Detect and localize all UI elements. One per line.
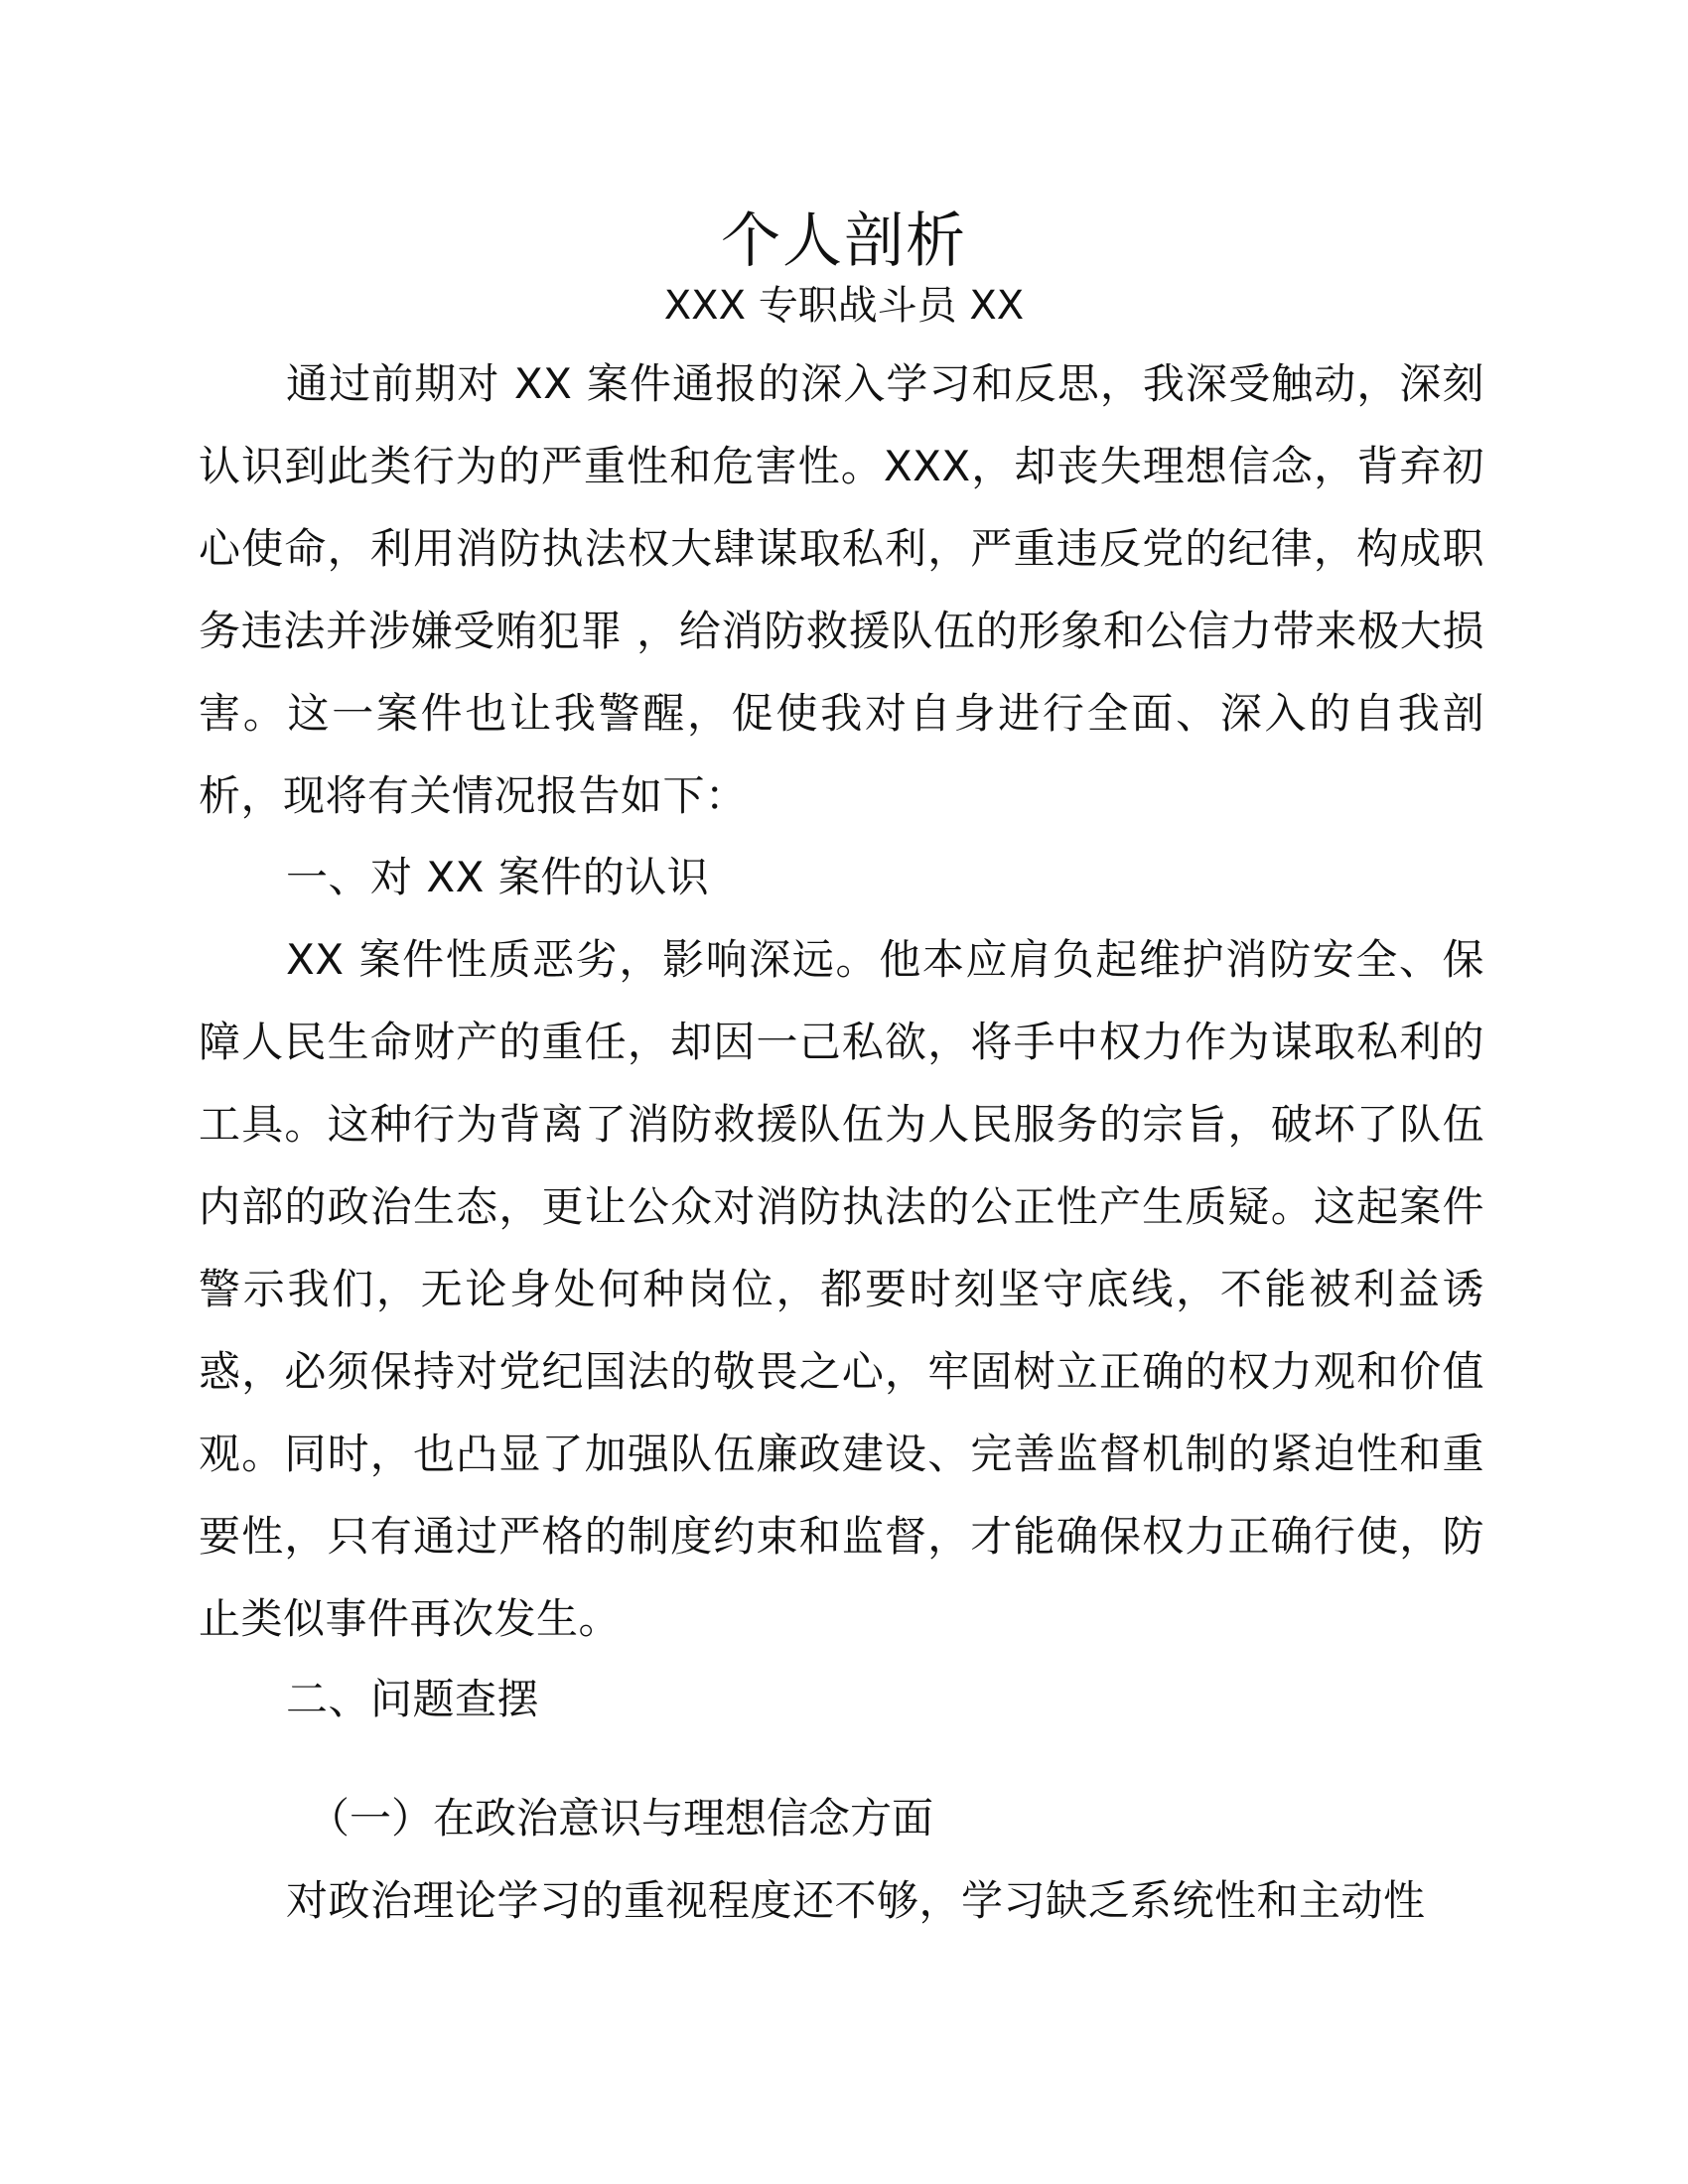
subsection-1-paragraph-block xyxy=(199,1859,1484,1942)
document-title: 个人剖析 xyxy=(721,206,967,276)
intro-paragraph-block xyxy=(199,342,1484,837)
section-2-heading-block xyxy=(199,1658,1484,1740)
section-1-heading: 一、对 XX 案件的认识 xyxy=(286,853,710,901)
section-1-heading-block xyxy=(199,836,1484,918)
document-subtitle: XXX 专职战斗员 XX xyxy=(663,283,1025,329)
intro-paragraph: 通过前期对 XX 案件通报的深入学习和反思，我深受触动，深刻认识到此类行为的严重性和危害性。XXX，却丧失理想信念，背弃初心使命，利用消防执法权大肆谋取私利，严重违反党的纪律，构成职务违法并涉嫌受贿犯罪 ，给消防救援队伍的形象和公信力带来极大损害。这一案件也让我警醒，促使我对自身进行全面、深入的自我剖析，现将有关情况报告如下： xyxy=(199,359,1484,820)
subsection-1-heading: （一）在政治意识与理想信念方面 xyxy=(308,1794,934,1843)
section-1-paragraph: XX 案件性质恶劣，影响深远。他本应肩负起维护消防安全、保障人民生命财产的重任，却因一己私欲，将手中权力作为谋取私利的工具。这种行为背离了消防救援队伍为人民服务的宗旨，破坏了队伍内部的政治生态，更让公众对消防执法的公正性产生质疑。这起案件警示我们，无论身处何种岗位，都要时刻坚守底线，不能被利益诱惑，必须保持对党纪国法的敬畏之心，牢固树立正确的权力观和价值观。同时，也凸显了加强队伍廉政建设、完善监督机制的紧迫性和重要性，只有通过严格的制度约束和监督，才能确保权力正确行使，防止类似事件再次发生。 xyxy=(199,935,1484,1643)
section-2-heading: 二、问题查摆 xyxy=(286,1675,540,1723)
subsection-1-paragraph: 对政治理论学习的重视程度还不够，学习缺乏系统性和主动性 xyxy=(286,1876,1426,1925)
section-1-paragraph-block xyxy=(199,918,1484,1660)
